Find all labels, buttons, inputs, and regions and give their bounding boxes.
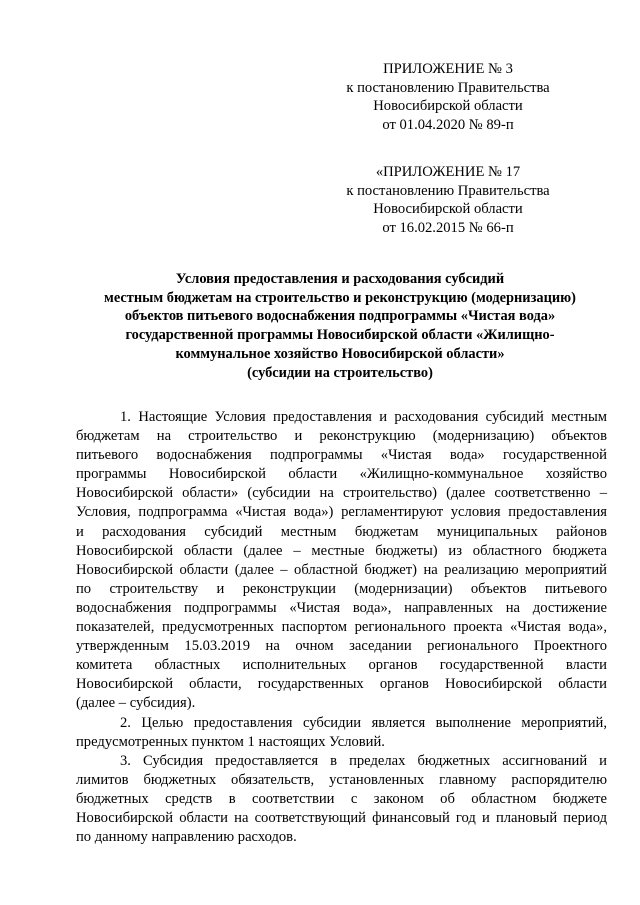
- title-line: Условия предоставления и расходования субсидий: [175, 271, 505, 287]
- paragraph-1: [76, 408, 607, 714]
- appendix-17-title: «ПРИЛОЖЕНИЕ № 17: [375, 164, 521, 180]
- title-line: объектов питьевого водоснабжения подпрограммы «Чистая вода»: [124, 308, 556, 325]
- paragraph-line: 1. Настоящие Условия предоставления и расходования субсидий местным: [120, 409, 607, 425]
- paragraph-line: Новосибирской области на соответствующий финансовый год и плановый период: [76, 809, 607, 826]
- paragraph-line: утвержденным 15.03.2019 на очном заседании регионального Проектного: [76, 638, 607, 655]
- paragraph-line: Новосибирской области (далее – областной бюджет) на реализацию мероприятий: [76, 561, 607, 578]
- paragraph-line: по данному направлению расходов.: [76, 829, 297, 846]
- paragraph-line: Новосибирской области, государственных органов Новосибирской области: [76, 676, 607, 693]
- title-line: местным бюджетам на строительство и реконструкцию (модернизацию): [104, 289, 576, 306]
- appendix-17-header: [318, 163, 578, 237]
- paragraph-line: Новосибирской области (далее – местные бюджеты) из областного бюджета: [76, 542, 607, 559]
- paragraph-2: [76, 714, 607, 752]
- paragraph-3: [76, 752, 607, 847]
- appendix-17-line: Новосибирской области: [373, 201, 523, 218]
- paragraph-line: предусмотренных пунктом 1 настоящих Условий.: [76, 733, 385, 750]
- paragraph-line: 3. Субсидия предоставляется в пределах бюджетных ассигнований и: [120, 752, 607, 769]
- paragraph-line: лимитов бюджетных обязательств, установленных главному распорядителю: [76, 771, 607, 788]
- paragraph-line: и расходования субсидий местным бюджетам муниципальных районов: [76, 523, 607, 540]
- appendix-3-header: [318, 60, 578, 134]
- title-line: государственной программы Новосибирской области «Жилищно-: [125, 327, 555, 344]
- appendix-3-line: к постановлению Правительства: [346, 79, 550, 96]
- title-line: (субсидии на строительство): [247, 364, 433, 381]
- paragraph-line: по строительству и реконструкции (модернизации) объектов питьевого: [76, 580, 607, 597]
- paragraph-line: комитета областных исполнительных органов государственной власти: [76, 657, 607, 674]
- appendix-3-date: от 01.04.2020 № 89-п: [382, 116, 514, 133]
- paragraph-line: питьевого водоснабжения подпрограммы «Чистая вода» государственной: [76, 447, 607, 464]
- paragraph-line: бюджетам на строительство и реконструкцию (модернизацию) объектов: [76, 428, 607, 445]
- document-title: [60, 270, 620, 382]
- paragraph-line: показателей, предусмотренных паспортом регионального проекта «Чистая вода»,: [76, 619, 607, 636]
- appendix-3-line: Новосибирской области: [373, 98, 523, 115]
- paragraph-line: бюджетных средств в соответствии с законом об областном бюджете: [76, 790, 607, 807]
- paragraph-line: водоснабжения подпрограммы «Чистая вода», направленных на достижение: [76, 599, 607, 616]
- paragraph-line: программы Новосибирской области «Жилищно-коммунальное хозяйство: [76, 466, 607, 483]
- paragraph-line: Новосибирской области» (субсидии на строительство) (далее соответственно –: [76, 485, 607, 502]
- paragraph-line: Условия, подпрограмма «Чистая вода») регламентируют условия предоставления: [76, 504, 607, 521]
- title-line: коммунальное хозяйство Новосибирской области»: [175, 345, 505, 362]
- document-body: [76, 408, 607, 847]
- paragraph-line: 2. Целью предоставления субсидии является выполнение мероприятий,: [120, 714, 607, 731]
- appendix-17-line: к постановлению Правительства: [346, 182, 550, 199]
- appendix-3-title: ПРИЛОЖЕНИЕ № 3: [383, 61, 513, 77]
- appendix-17-date: от 16.02.2015 № 66-п: [382, 219, 514, 236]
- paragraph-line: (далее – субсидия).: [76, 695, 196, 712]
